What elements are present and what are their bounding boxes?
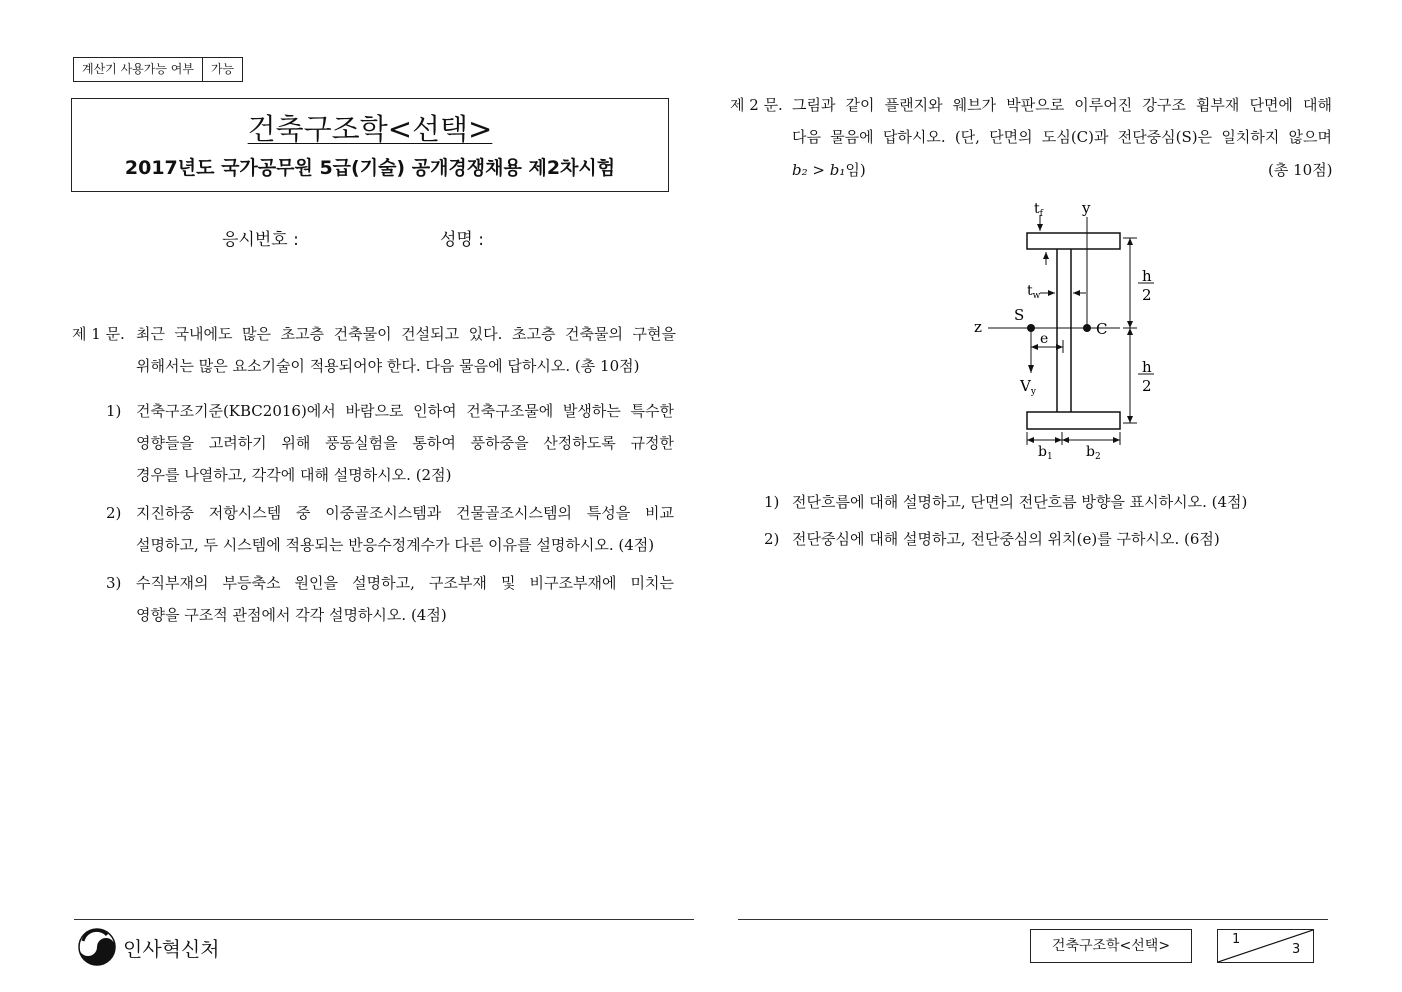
q1-item-1-line: 영향들을 고려하기 위해 풍동실험을 통하여 풍하중을 산정하도록 규정한 bbox=[136, 434, 674, 452]
question-1-label: 제 1 문. bbox=[72, 325, 125, 343]
b2-label: $b_2$ bbox=[1086, 444, 1101, 462]
calculator-value: 가능 bbox=[210, 62, 235, 76]
h-label-bottom: h bbox=[1142, 358, 1152, 376]
exam-number-label: 응시번호 : bbox=[222, 230, 299, 250]
vy-label: $V_y$ bbox=[1020, 377, 1036, 397]
question-2-intro-line3-suffix: 임) bbox=[845, 161, 866, 179]
footer-subject-box bbox=[1030, 929, 1192, 963]
q1-item-number: 1) bbox=[106, 402, 122, 420]
calculator-usage-box bbox=[73, 57, 243, 82]
q2-item-2-text: 전단중심에 대해 설명하고, 전단중심의 위치(e)를 구하시오. (6점) bbox=[792, 530, 1220, 548]
calculator-label: 계산기 사용가능 여부 bbox=[74, 58, 203, 81]
centroid-label: C bbox=[1096, 320, 1108, 338]
centroid-point bbox=[1083, 324, 1091, 332]
q2-item-number: 2) bbox=[764, 530, 780, 548]
q1-item-1-line: 건축구조기준(KBC2016)에서 바람으로 인하여 건축구조물에 발생하는 특수한 bbox=[136, 402, 674, 420]
question-1-intro-line1: 최근 국내에도 많은 초고층 건축물이 건설되고 있다. 초고층 건축물의 구현을 bbox=[136, 325, 676, 343]
name-label: 성명 : bbox=[440, 230, 484, 250]
question-2-intro-line2: 다음 물음에 답하시오. (단, 단면의 도심(C)과 전단중심(S)은 일치하지 않으며 bbox=[792, 128, 1332, 146]
q1-item-number: 3) bbox=[106, 574, 122, 592]
two-label-top: 2 bbox=[1142, 286, 1152, 304]
government-logo-icon bbox=[77, 927, 117, 967]
question-2-intro-line3 bbox=[792, 154, 866, 186]
z-axis-label: z bbox=[974, 318, 982, 336]
question-1-intro-line2: 위해서는 많은 요소기술이 적용되어야 한다. 다음 물음에 답하시오. (총 10점) bbox=[136, 357, 640, 375]
bottom-flange bbox=[1027, 412, 1120, 429]
e-label: e bbox=[1040, 331, 1049, 347]
footer-divider-right bbox=[738, 919, 1328, 920]
page-current: 1 bbox=[1232, 932, 1241, 947]
top-flange bbox=[1027, 233, 1120, 249]
i-section-figure bbox=[960, 195, 1160, 470]
tw-label: $t_w$ bbox=[1027, 283, 1041, 301]
two-label-bottom: 2 bbox=[1142, 377, 1152, 395]
q2-item-1-text: 전단흐름에 대해 설명하고, 단면의 전단흐름 방향을 표시하시오. (4점) bbox=[792, 493, 1248, 511]
org-name: 인사혁신처 bbox=[123, 937, 220, 961]
h-label-top: h bbox=[1142, 267, 1152, 285]
exam-subject-title: 건축구조학<선택> bbox=[247, 112, 493, 146]
shear-center-point bbox=[1027, 324, 1035, 332]
question-2-label: 제 2 문. bbox=[730, 96, 783, 114]
q1-item-3-line: 수직부재의 부등축소 원인을 설명하고, 구조부재 및 비구조부재에 미치는 bbox=[136, 574, 674, 592]
footer-divider-left bbox=[74, 919, 694, 920]
b1-label: $b_1$ bbox=[1038, 444, 1053, 462]
q1-item-2-line: 설명하고, 두 시스템에 적용되는 반응수정계수가 다른 이유를 설명하시오. (4점) bbox=[136, 536, 655, 554]
question-2-points: (총 10점) bbox=[1268, 161, 1333, 179]
page-number-box bbox=[1217, 929, 1314, 963]
tf-label: $t_f$ bbox=[1034, 201, 1043, 219]
exam-subtitle: 2017년도 국가공무원 5급(기술) 공개경쟁채용 제2차시험 bbox=[124, 157, 616, 179]
question-2-intro-line1: 그림과 같이 플랜지와 웨브가 박판으로 이루어진 강구조 휨부재 단면에 대해 bbox=[792, 96, 1332, 114]
title-box bbox=[71, 98, 669, 192]
footer-subject: 건축구조학<선택> bbox=[1051, 938, 1171, 954]
q1-item-number: 2) bbox=[106, 504, 122, 522]
q1-item-3-line: 영향을 구조적 관점에서 각각 설명하시오. (4점) bbox=[136, 606, 447, 624]
q2-item-number: 1) bbox=[764, 493, 780, 511]
q1-item-2-line: 지진하중 저항시스템 중 이중골조시스템과 건물골조시스템의 특성을 비교 bbox=[136, 504, 674, 522]
y-axis-label: y bbox=[1082, 199, 1091, 217]
q1-item-1-line: 경우를 나열하고, 각각에 대해 설명하시오. (2점) bbox=[136, 466, 452, 484]
page-total: 3 bbox=[1292, 942, 1301, 957]
shear-center-label: S bbox=[1014, 306, 1025, 324]
inequality-b2-b1: b₂ > b₁ bbox=[792, 161, 846, 179]
